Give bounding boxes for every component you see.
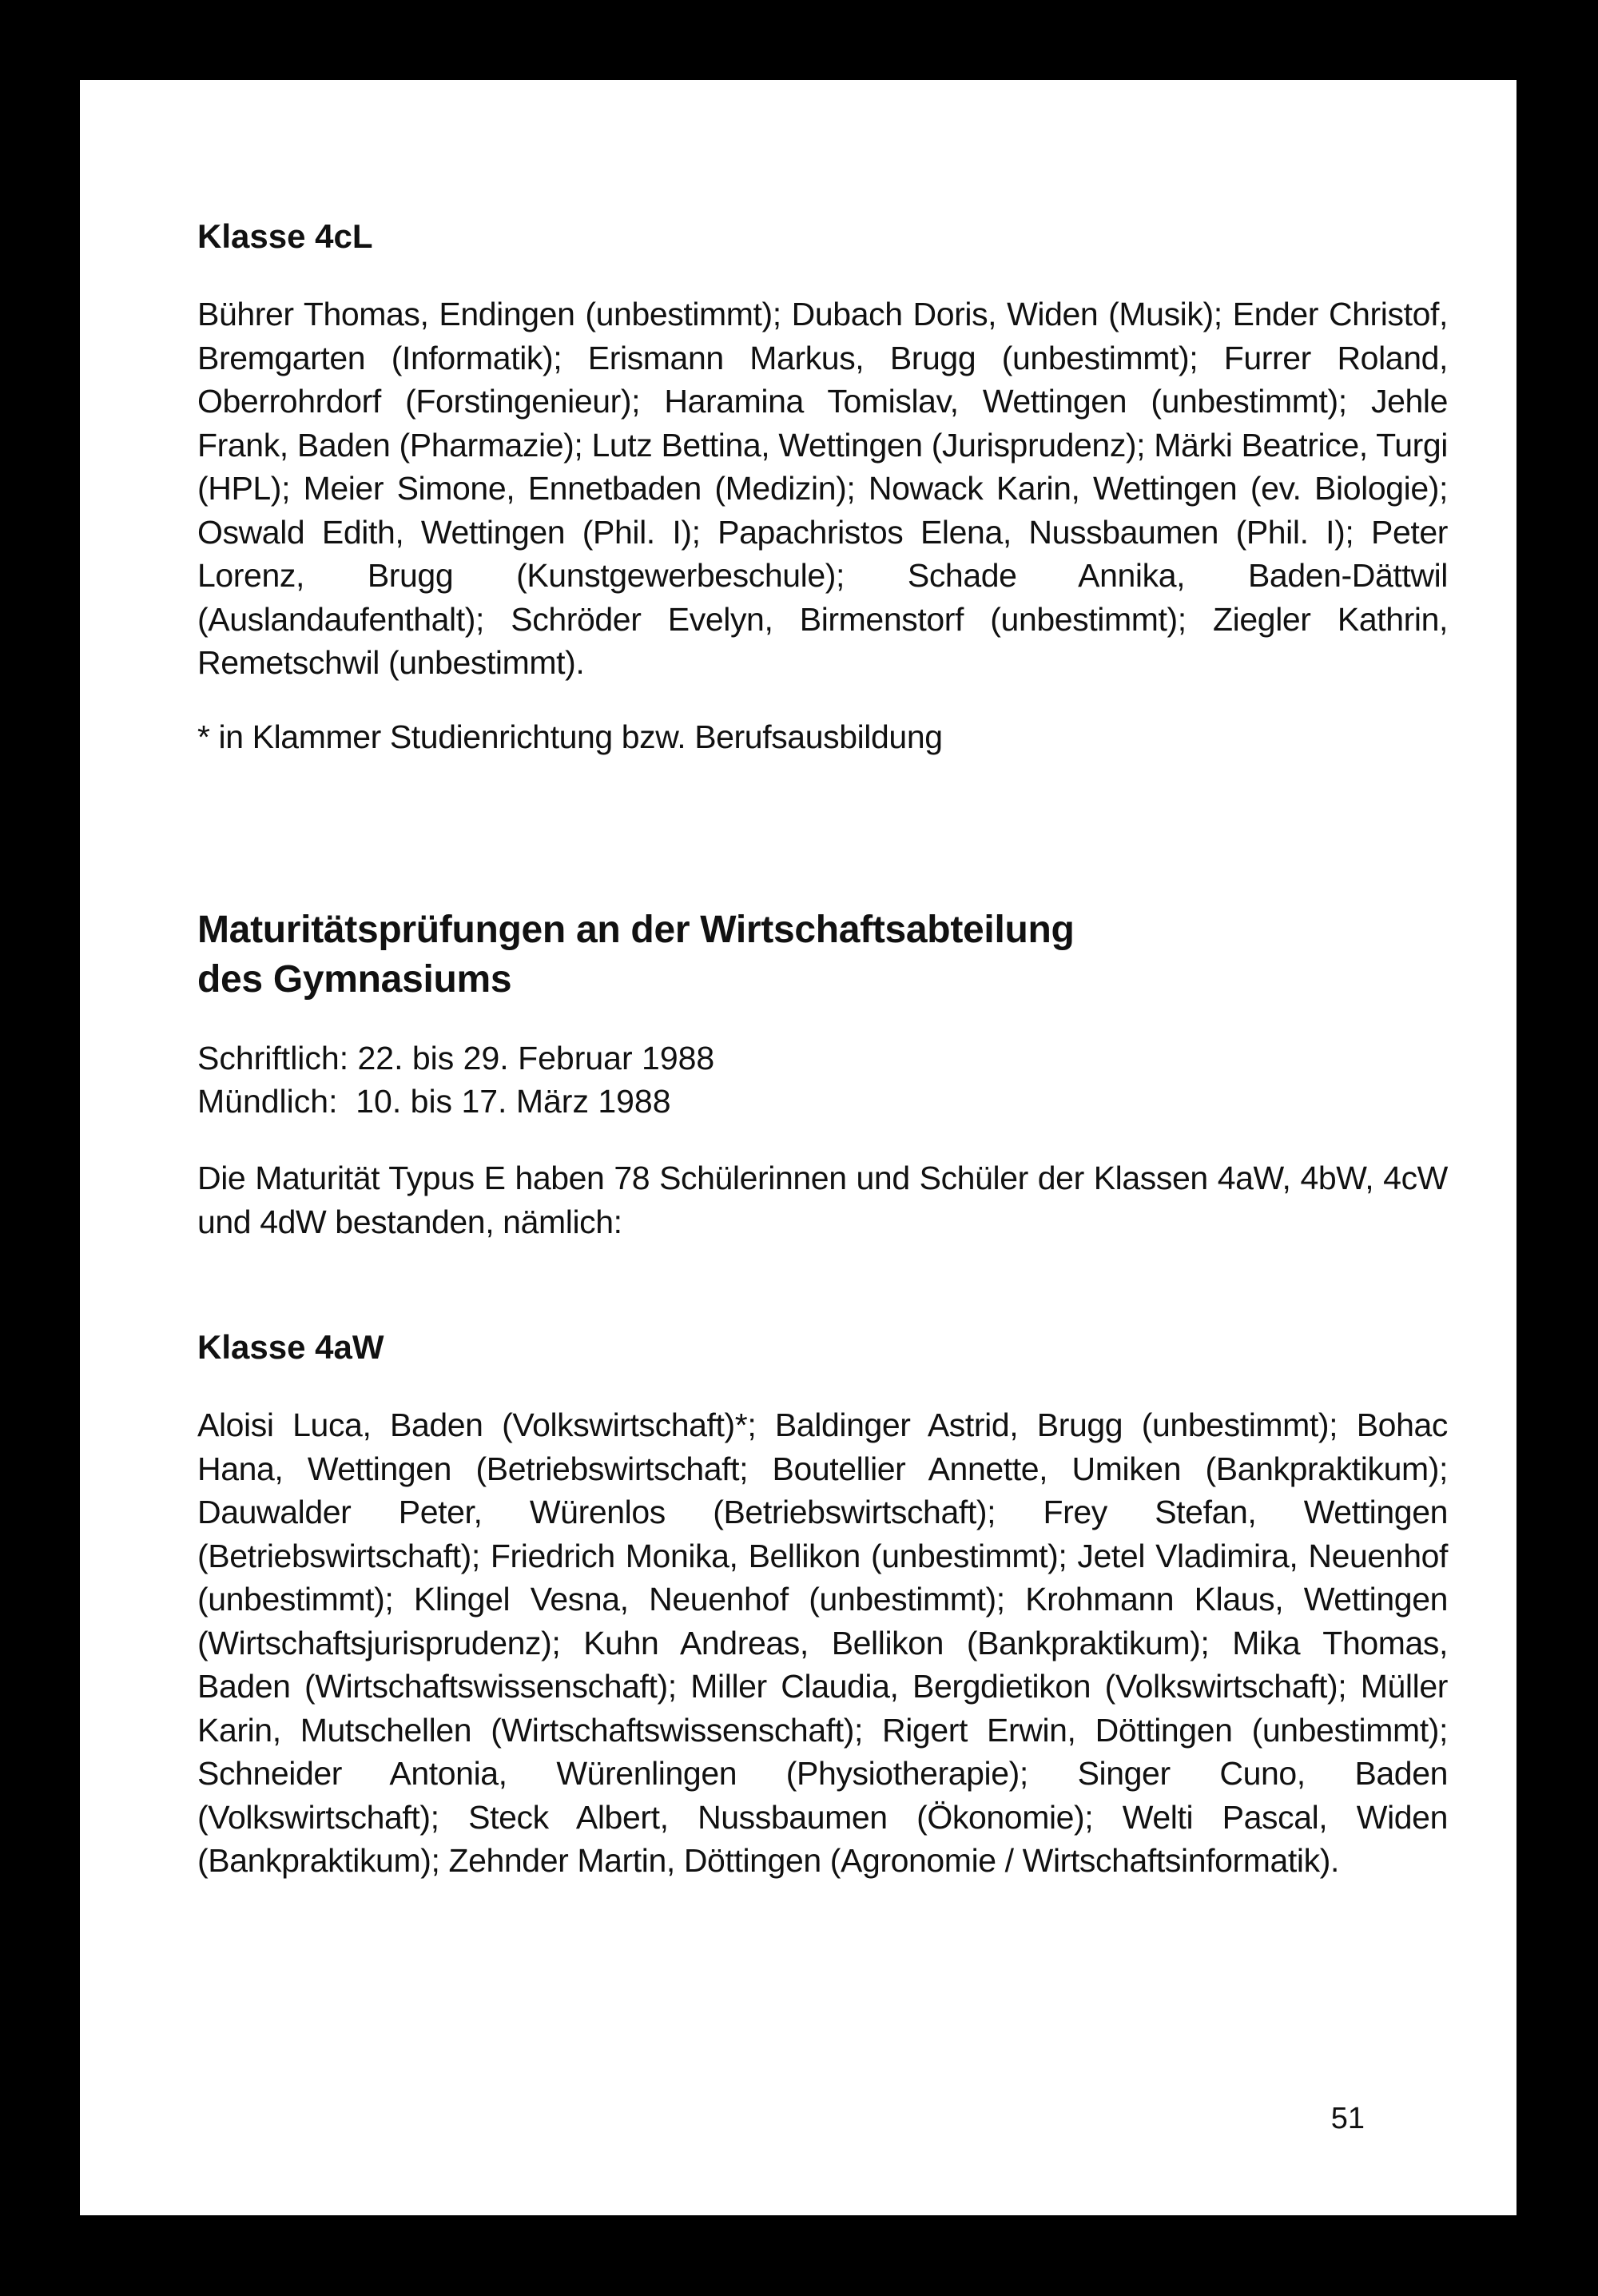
wirtschaft-title [197,905,1448,1005]
date-muendlich: Mündlich: 10. bis 17. März 1988 [197,1083,671,1120]
wirtschaft-title-line1: Maturitätsprüfungen an der Wirtschaftsabteilung [197,909,1075,951]
intro-paragraph: Die Maturität Typus E haben 78 Schülerinnen und Schüler der Klassen 4aW, 4bW, 4cW und 4dW bestanden, nämlich: [197,1160,1448,1240]
date-schriftlich: Schriftlich: 22. bis 29. Februar 1988 [197,1040,715,1076]
exam-dates [197,1037,1448,1123]
class-4aw-heading: Klasse 4aW [197,1328,384,1366]
page-content [197,216,1448,1883]
document-page [80,80,1517,2215]
footnote: * in Klammer Studienrichtung bzw. Berufsausbildung [197,718,943,755]
class-4cl-student-list: Bührer Thomas, Endingen (unbestimmt); Dubach Doris, Widen (Musik); Ender Christof, Bremgarten (Informatik); Erismann Markus, Brugg (unbestimmt); Furrer Roland, Oberrohrdorf (Forstingenieur); Haramina Tomislav, Wettingen (unbestimmt); Jehle Frank, Baden (Pharmazie); Lutz Bettina, Wettingen (Jurisprudenz); Märki Beatrice, Turgi (HPL); Meier Simone, Ennetbaden (Medizin); Nowack Karin, Wettingen (ev. Biologie); Oswald Edith, Wettingen (Phil. I); Papachristos Elena, Nussbaumen (Phil. I); Peter Lorenz, Brugg (Kunstgewerbeschule); Schade Annika, Baden-Dättwil (Auslandaufenthalt); Schröder Evelyn, Birmenstorf (unbestimmt); Ziegler Kathrin, Remetschwil (unbestimmt). [197,296,1448,681]
class-4aw-student-list: Aloisi Luca, Baden (Volkswirtschaft)*; Baldinger Astrid, Brugg (unbestimmt); Bohac Hana, Wettingen (Betriebswirtschaft; Boutellier Annette, Umiken (Bankpraktikum); Dauwalder Peter, Würenlos (Betriebswirtschaft); Frey Stefan, Wettingen (Betriebswirtschaft); Friedrich Monika, Bellikon (unbestimmt); Jetel Vladimira, Neuenhof (unbestimmt); Klingel Vesna, Neuenhof (unbestimmt); Krohmann Klaus, Wettingen (Wirtschaftsjurisprudenz); Kuhn Andreas, Bellikon (Bankpraktikum); Mika Thomas, Baden (Wirtschaftswissenschaft); Miller Claudia, Bergdietikon (Volkswirtschaft); Müller Karin, Mutschellen (Wirtschaftswissenschaft); Rigert Erwin, Döttingen (unbestimmt); Schneider Antonia, Würenlingen (Physiotherapie); Singer Cuno, Baden (Volkswirtschaft); Steck Albert, Nussbaumen (Ökonomie); Welti Pascal, Widen (Bankpraktikum); Zehnder Martin, Döttingen (Agronomie / Wirtschaftsinformatik). [197,1407,1448,1879]
wirtschaft-title-line2: des Gymnasiums [197,958,512,1001]
class-4cl-heading: Klasse 4cL [197,217,373,255]
page-number: 51 [1330,2102,1365,2135]
